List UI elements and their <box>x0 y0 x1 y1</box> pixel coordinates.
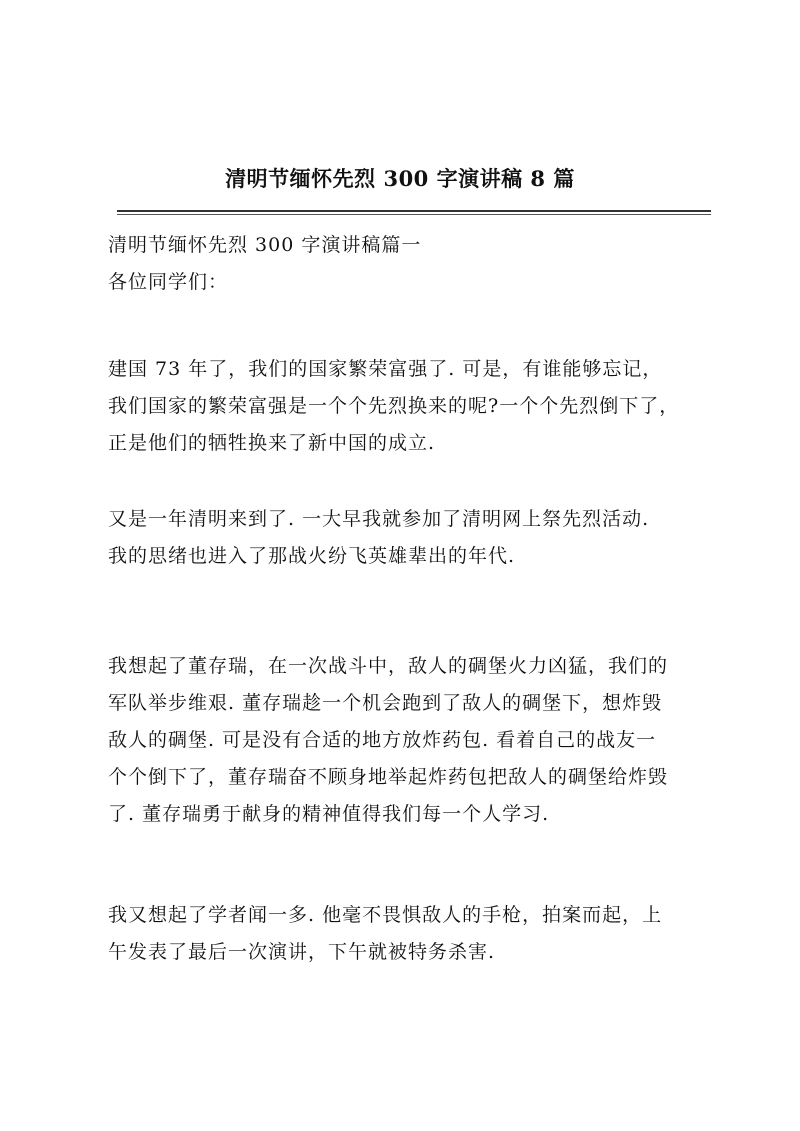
paragraph-line: 个个倒下了，董存瑞奋不顾身地举起炸药包把敌人的碉堡给炸毁 <box>108 766 669 788</box>
paragraph-line: 军队举步维艰. 董存瑞趁一个机会跑到了敌人的碉堡下，想炸毁 <box>108 692 663 714</box>
paragraph-4 <box>108 897 708 971</box>
paragraph-line: 又是一年清明来到了. 一大早我就参加了清明网上祭先烈活动. <box>108 508 650 530</box>
paragraph-line: 我又想起了学者闻一多. 他毫不畏惧敌人的手枪，拍案而起，上 <box>108 904 663 926</box>
paragraph-2 <box>108 501 708 575</box>
paragraph-line: 我们国家的繁荣富强是一个个先烈换来的呢?一个个先烈倒下了， <box>108 395 680 417</box>
paragraph-line: 正是他们的牺牲换来了新中国的成立. <box>108 432 436 454</box>
document-title: 清明节缅怀先烈 300 字演讲稿 8 篇 <box>225 166 575 191</box>
paragraph-line: 敌人的碉堡. 可是没有合适的地方放炸药包. 看着自己的战友一 <box>108 729 657 751</box>
paragraph-3 <box>108 648 708 833</box>
section-title: 清明节缅怀先烈 300 字演讲稿篇一 <box>108 234 422 256</box>
title-divider-thin <box>117 214 711 215</box>
paragraph-line: 了. 董存瑞勇于献身的精神值得我们每一个人学习. <box>108 803 550 825</box>
section-heading <box>108 227 708 301</box>
title-divider-thick <box>117 210 711 212</box>
paragraph-line: 建国 73 年了，我们的国家繁荣富强了. 可是，有谁能够忘记， <box>108 358 663 380</box>
paragraph-1 <box>108 351 708 462</box>
paragraph-line: 午发表了最后一次演讲，下午就被特务杀害. <box>108 941 496 963</box>
paragraph-line: 我想起了董存瑞，在一次战斗中，敌人的碉堡火力凶猛，我们的 <box>108 655 669 677</box>
paragraph-line: 我的思绪也进入了那战火纷飞英雄辈出的年代. <box>108 545 516 567</box>
salutation: 各位同学们： <box>108 271 229 293</box>
